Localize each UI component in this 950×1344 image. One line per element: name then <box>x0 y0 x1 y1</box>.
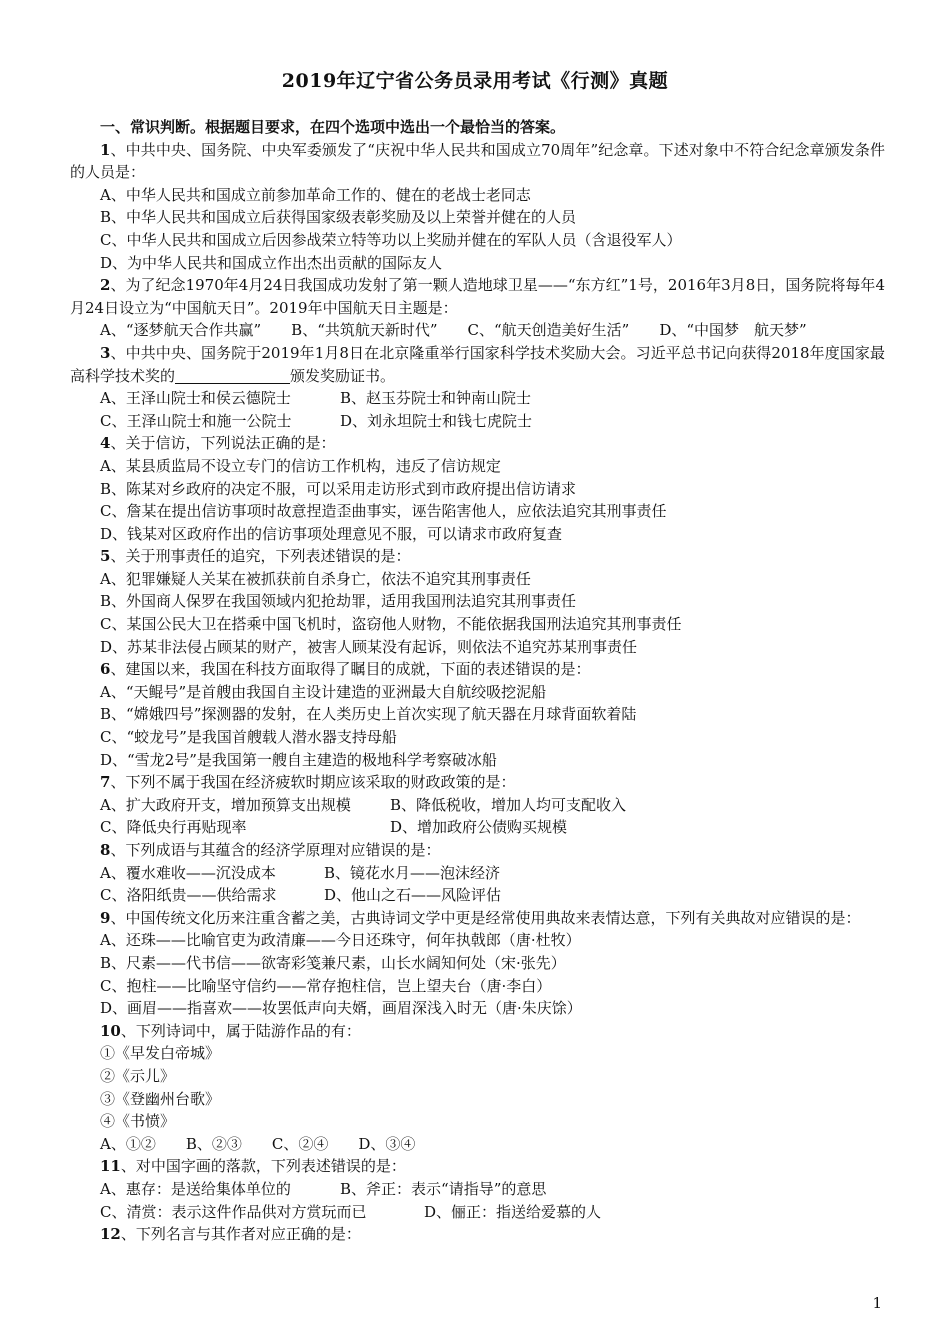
question-1 <box>70 139 885 184</box>
option-d: D、他山之石——风险评估 <box>324 886 502 905</box>
question-10-options: A、①② B、②③ C、②④ D、③④ <box>100 1134 416 1153</box>
option-a: A、惠存：是送给集体单位的 <box>100 1179 291 1198</box>
question-6-option-d: D、“雪龙2号”是我国第一艘自主建造的极地科学考察破冰船 <box>100 750 497 769</box>
question-4-option-c: C、詹某在提出信访事项时故意捏造歪曲事实，诬告陷害他人，应依法追究其刑事责任 <box>100 502 667 521</box>
option-b: B、赵玉芬院士和钟南山院士 <box>340 389 532 408</box>
question-9-option-d: D、画眉——指喜欢——妆罢低声向夫婿，画眉深浅入时无（唐·朱庆馀） <box>100 999 582 1018</box>
question-12 <box>70 1223 885 1246</box>
question-number: 8 <box>100 841 111 859</box>
page-number: 1 <box>872 1294 882 1312</box>
question-9-option-b: B、尺素——代书信——欲寄彩笺兼尺素，山长水阔知何处（宋·张先） <box>100 953 566 972</box>
question-10 <box>70 1020 885 1043</box>
question-text: 、下列不属于我国在经济疲软时期应该采取的财政政策的是： <box>110 773 516 792</box>
question-text: 、中国传统文化历来注重含蓄之美，古典诗词文学中更是经常使用典故来表情达意，下列有关典故对应错误的是： <box>110 908 861 927</box>
question-10-item-4: ④《书愤》 <box>100 1112 176 1131</box>
question-5-option-b: B、外国商人保罗在我国领域内犯抢劫罪，适用我国刑法追究其刑事责任 <box>100 592 577 611</box>
section-header: 一、常识判断。根据题目要求，在四个选项中选出一个最恰当的答案。 <box>100 118 566 136</box>
document-body <box>70 116 885 1246</box>
question-text: 、为了纪念1970年4月24日我国成功发射了第一颗人造地球卫星——“东方红”1号，2016年3月8日，国务院将每年4月24日设立为“中国航天日”。2019年中国航天日主题是： <box>70 276 885 317</box>
question-5-option-d: D、苏某非法侵占顾某的财产，被害人顾某没有起诉，则依法不追究苏某刑事责任 <box>100 637 638 656</box>
question-8-options-row-2 <box>70 884 885 907</box>
option-b: B、斧正：表示“请指导”的意思 <box>340 1179 547 1198</box>
question-text: 、下列诗词中，属于陆游作品的有： <box>120 1021 361 1040</box>
question-5 <box>70 545 885 568</box>
question-4-option-b: B、陈某对乡政府的决定不服，可以采用走访形式到市政府提出信访请求 <box>100 479 577 498</box>
question-5-option-a: A、犯罪嫌疑人关某在被抓获前自杀身亡，依法不追究其刑事责任 <box>100 569 531 588</box>
question-1-option-d: D、为中华人民共和国成立作出杰出贡献的国际友人 <box>100 253 443 272</box>
answer-blank <box>175 367 290 384</box>
option-b: B、降低税收，增加人均可支配收入 <box>390 795 627 814</box>
question-number: 11 <box>100 1157 121 1176</box>
question-10-item-2: ②《示儿》 <box>100 1066 176 1085</box>
question-1-option-a: A、中华人民共和国成立前参加革命工作的、健在的老战士老同志 <box>100 185 531 204</box>
question-text: 、建国以来，我国在科技方面取得了瞩目的成就，下面的表述错误的是： <box>110 660 591 679</box>
question-number: 1 <box>100 140 111 159</box>
question-2-options: A、“逐梦航天合作共赢” B、“共筑航天新时代” C、“航天创造美好生活” D、“中国梦 航天梦” <box>100 321 807 340</box>
question-11-options-row-1 <box>70 1178 885 1201</box>
question-number: 4 <box>100 434 111 453</box>
question-text: 、中共中央、国务院于2019年1月8日在北京隆重举行国家科学技术奖励大会。习近平总书记向获得2018年度国家最高科学技术奖的 <box>70 343 885 385</box>
question-5-option-c: C、某国公民大卫在搭乘中国飞机时，盗窃他人财物，不能依据我国刑法追究其刑事责任 <box>100 615 682 634</box>
question-7-options-row-2 <box>70 816 885 839</box>
question-7 <box>70 771 885 794</box>
question-6-option-b: B、“嫦娥四号”探测器的发射，在人类历史上首次实现了航天器在月球背面软着陆 <box>100 705 637 724</box>
question-10-item-1: ①《早发白帝城》 <box>100 1044 221 1063</box>
question-6-option-c: C、“蛟龙号”是我国首艘载人潜水器支持母船 <box>100 728 397 747</box>
question-8 <box>70 839 885 862</box>
option-d: D、俪正：指送给爱慕的人 <box>424 1202 602 1221</box>
option-a: A、覆水难收——沉没成本 <box>100 863 276 882</box>
question-3 <box>70 342 885 387</box>
question-9 <box>70 907 885 930</box>
question-3-options-row-1 <box>70 387 885 410</box>
option-c: C、洛阳纸贵——供给需求 <box>100 886 277 905</box>
question-number: 3 <box>100 343 111 362</box>
question-text-end: 颁发奖励证书。 <box>290 366 396 385</box>
question-11 <box>70 1155 885 1178</box>
question-number: 12 <box>100 1225 121 1244</box>
question-number: 6 <box>100 660 111 679</box>
question-4-option-d: D、钱某对区政府作出的信访事项处理意见不服，可以请求市政府复查 <box>100 524 563 543</box>
question-9-option-a: A、还珠——比喻官吏为政清廉——今日还珠守，何年执戟郎（唐·杜牧） <box>100 931 581 950</box>
question-text: 、下列名言与其作者对应正确的是： <box>120 1225 361 1244</box>
question-number: 2 <box>100 276 111 295</box>
option-c: C、降低央行再贴现率 <box>100 818 247 837</box>
question-4 <box>70 432 885 455</box>
option-a: A、王泽山院士和侯云德院士 <box>100 389 291 408</box>
question-number: 7 <box>100 773 111 792</box>
question-2 <box>70 274 885 319</box>
question-1-option-c: C、中华人民共和国成立后因参战荣立特等功以上奖励并健在的军队人员（含退役军人） <box>100 230 682 249</box>
question-number: 5 <box>100 547 111 566</box>
question-text: 、关于信访，下列说法正确的是： <box>110 434 336 453</box>
question-4-option-a: A、某县质监局不设立专门的信访工作机构，违反了信访规定 <box>100 456 501 475</box>
option-c: C、王泽山院士和施一公院士 <box>100 411 292 430</box>
option-d: D、增加政府公债购买规模 <box>390 818 568 837</box>
option-b: B、镜花水月——泡沫经济 <box>324 863 501 882</box>
question-text: 、对中国字画的落款，下列表述错误的是： <box>120 1157 406 1176</box>
question-6-option-a: A、“天鲲号”是首艘由我国自主设计建造的亚洲最大自航绞吸挖泥船 <box>100 682 547 701</box>
question-number: 9 <box>100 908 111 927</box>
question-10-item-3: ③《登幽州台歌》 <box>100 1089 221 1108</box>
question-number: 10 <box>100 1021 121 1040</box>
question-9-option-c: C、抱柱——比喻坚守信约——常存抱柱信，岂上望夫台（唐·李白） <box>100 976 552 995</box>
question-1-option-b: B、中华人民共和国成立后获得国家级表彰奖励及以上荣誉并健在的人员 <box>100 208 577 227</box>
page-title: 2019年辽宁省公务员录用考试《行测》真题 <box>281 70 669 92</box>
question-text: 、关于刑事责任的追究，下列表述错误的是： <box>110 547 411 566</box>
question-11-options-row-2 <box>70 1201 885 1224</box>
question-7-options-row-1 <box>70 794 885 817</box>
question-6 <box>70 658 885 681</box>
question-8-options-row-1 <box>70 862 885 885</box>
question-text: 、中共中央、国务院、中央军委颁发了“庆祝中华人民共和国成立70周年”纪念章。下述对象中不符合纪念章颁发条件的人员是： <box>70 140 885 182</box>
question-3-options-row-2 <box>70 410 885 433</box>
option-c: C、清赏：表示这件作品供对方赏玩而已 <box>100 1202 367 1221</box>
option-d: D、刘永坦院士和钱七虎院士 <box>340 411 533 430</box>
option-a: A、扩大政府开支，增加预算支出规模 <box>100 795 351 814</box>
question-text: 、下列成语与其蕴含的经济学原理对应错误的是： <box>110 841 441 859</box>
